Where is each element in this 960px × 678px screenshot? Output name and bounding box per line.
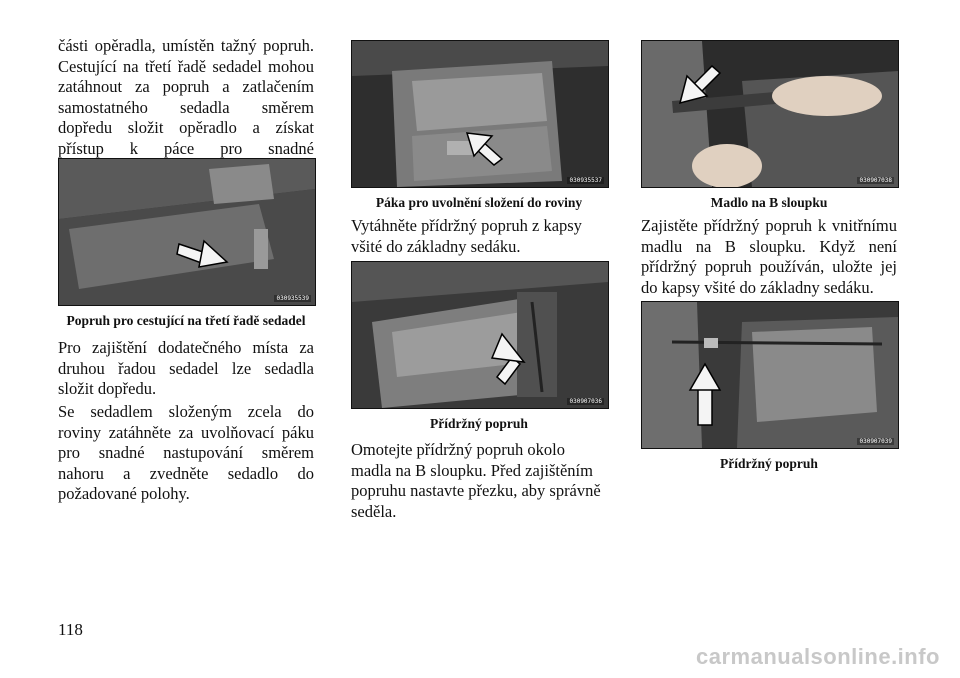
figure-caption: Madlo na B sloupku	[710, 195, 828, 210]
paragraph: Pro zajištění dodatečného místa za druhou řadou sedadel lze sedadla složit dopředu.	[58, 338, 314, 398]
tether-strap-secured-illustration	[642, 302, 898, 448]
figure-b-pillar-handle	[641, 40, 899, 188]
paragraph: Omotejte přídržný popruh okolo madla na B sloupku. Před zajištěním popruhu nastavte přezku, aby správně seděla.	[351, 440, 601, 521]
paragraph: Vytáhněte přídržný popruh z kapsy všité do základny sedáku.	[351, 216, 582, 256]
figure-tether-strap-1	[351, 261, 609, 409]
paragraph: části opěradla, umístěn tažný popruh. Cestující na třetí řadě sedadel mohou zatáhnout za popruh a zatlačením samostatného sedadla směrem dopředu složit opěradlo a získat přístup k páce pro snadné	[58, 36, 314, 158]
paragraph: Se sedadlem složeným zcela do roviny zatáhněte za uvolňovací páku pro snadné nastupování směrem nahoru a zvedněte sedadlo do požadované polohy.	[58, 402, 314, 503]
page-number: 118	[58, 620, 83, 639]
figure-code: 030907036	[569, 398, 602, 405]
b-pillar-handle-illustration	[642, 41, 898, 187]
watermark: carmanualsonline.info	[696, 644, 940, 669]
figure-fold-flat-lever	[351, 40, 609, 188]
third-row-strap-illustration	[59, 159, 315, 305]
fold-flat-lever-illustration	[352, 41, 608, 187]
tether-strap-illustration	[352, 262, 608, 408]
figure-caption: Páka pro uvolnění složení do roviny	[375, 195, 583, 210]
paragraph: Zajistěte přídržný popruh k vnitřnímu madlu na B sloupku. Když není přídržný popruh používán, uložte jej do kapsy všité do základny sedáku.	[641, 216, 897, 297]
figure-tether-strap-2	[641, 301, 899, 449]
figure-third-row-strap	[58, 158, 316, 306]
figure-caption: Přídržný popruh	[430, 416, 528, 431]
figure-code: 030907039	[859, 438, 892, 445]
figure-code: 030935537	[569, 177, 602, 184]
figure-code: 030907038	[859, 177, 892, 184]
figure-caption: Popruh pro cestující na třetí řadě sedadel	[66, 313, 306, 328]
figure-code: 030935539	[276, 295, 309, 302]
figure-caption: Přídržný popruh	[720, 456, 818, 471]
